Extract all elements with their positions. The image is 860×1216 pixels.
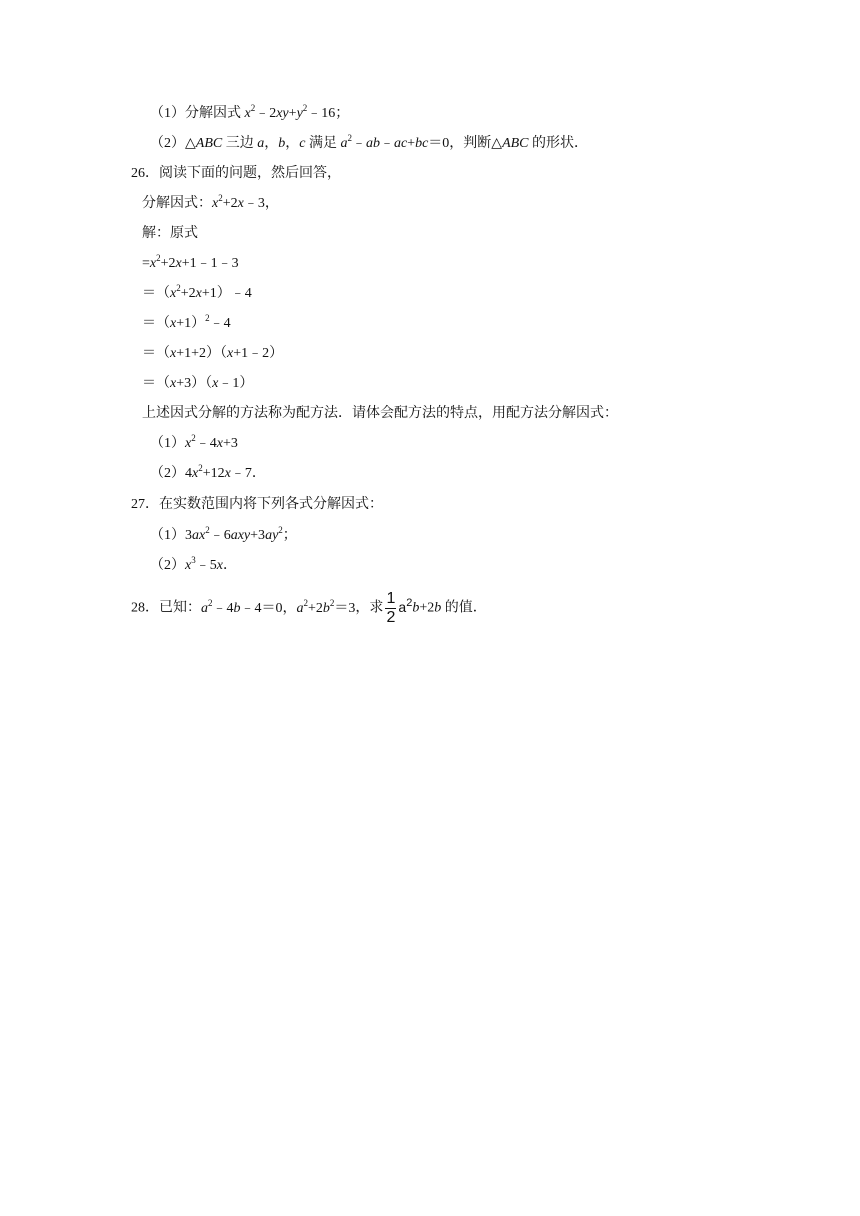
part-label: （1） bbox=[150, 106, 185, 121]
problem-number: 28． bbox=[131, 600, 159, 616]
solution-step-4: ＝（x+1+2）（x+1﹣2） bbox=[142, 346, 284, 361]
problem-26-heading bbox=[131, 164, 341, 184]
problem-number: 27． bbox=[131, 497, 159, 512]
problem-26-question-2: $(2)4x^2+12x﹣7$． bbox=[150, 463, 266, 481]
math-expression: $a^2$ bbox=[398, 596, 413, 615]
math-expression: b+2b bbox=[412, 600, 442, 616]
problem-25-part-2: （2）△ABC 三边 a，b，c 满足 $a^2﹣ab﹣ac+bc=0$，判断△ABC 的形状． bbox=[150, 133, 589, 151]
problem-27-question-2: $(2)x^3﹣5x$． bbox=[150, 555, 237, 573]
math-expression: $a^2﹣ab﹣ac+bc$ bbox=[340, 133, 429, 151]
solution-step-5: ＝（x+3）（x﹣1） bbox=[142, 376, 254, 391]
problem-text: 阅读下面的问题，然后回答， bbox=[159, 166, 341, 181]
math-expression: $3ax^2﹣6axy+3ay^2$； bbox=[185, 525, 297, 543]
math-expression: a，b，c bbox=[257, 136, 306, 151]
math-expression: $x^3﹣5x$． bbox=[185, 555, 237, 573]
problem-27-question-1: $(1)3ax^2﹣6axy+3ay^2$； bbox=[150, 525, 297, 543]
problem-27-heading bbox=[131, 495, 383, 515]
problem-number: 26． bbox=[131, 166, 159, 181]
problem-26-method-text: 上述因式分解的方法称为配方法．请体会配方法的特点，用配方法分解因式： bbox=[142, 406, 618, 421]
part-text: 分解因式 bbox=[185, 106, 245, 121]
solution-step-2: $=(x^2+2x+1)﹣4$ bbox=[142, 283, 252, 301]
solution-step-3: $=(x+1)^2﹣4$ bbox=[142, 313, 231, 331]
math-expression: $x^2﹣4x+3$ bbox=[185, 433, 238, 451]
math-expression: $x^2+2x﹣3$， bbox=[212, 193, 279, 211]
problem-28: 28．已知：$a^2﹣4b﹣4=0$，$a^2+2b^2=3$，求 $\frac{1}{2}$ $a^2b+2b$ 的值． bbox=[131, 590, 487, 626]
part-label: （2） bbox=[150, 136, 185, 151]
math-expression: $x^2﹣2xy+y^2﹣16$ bbox=[244, 103, 336, 121]
problem-text: 在实数范围内将下列各式分解因式： bbox=[159, 497, 383, 512]
math-expression: $a^2﹣4b﹣4=0$，$a^2+2b^2=3$ bbox=[201, 597, 356, 616]
problem-26-solution-label: 解：原式 bbox=[142, 226, 198, 241]
problem-25-part-1: （1）分解因式 $x^2﹣2xy+y^2﹣16$； bbox=[150, 103, 350, 121]
fraction-one-half: $\frac{1}{2}$ bbox=[386, 590, 396, 626]
problem-26-question-1: $(1)x^2﹣4x+3$ bbox=[150, 433, 238, 451]
solution-step-1: $=x^2+2x+1﹣1﹣3$ bbox=[142, 253, 239, 271]
math-expression: $4x^2+12x﹣7$． bbox=[185, 463, 266, 481]
problem-26-task: 分解因式：$x^2+2x﹣3$， bbox=[142, 193, 279, 211]
